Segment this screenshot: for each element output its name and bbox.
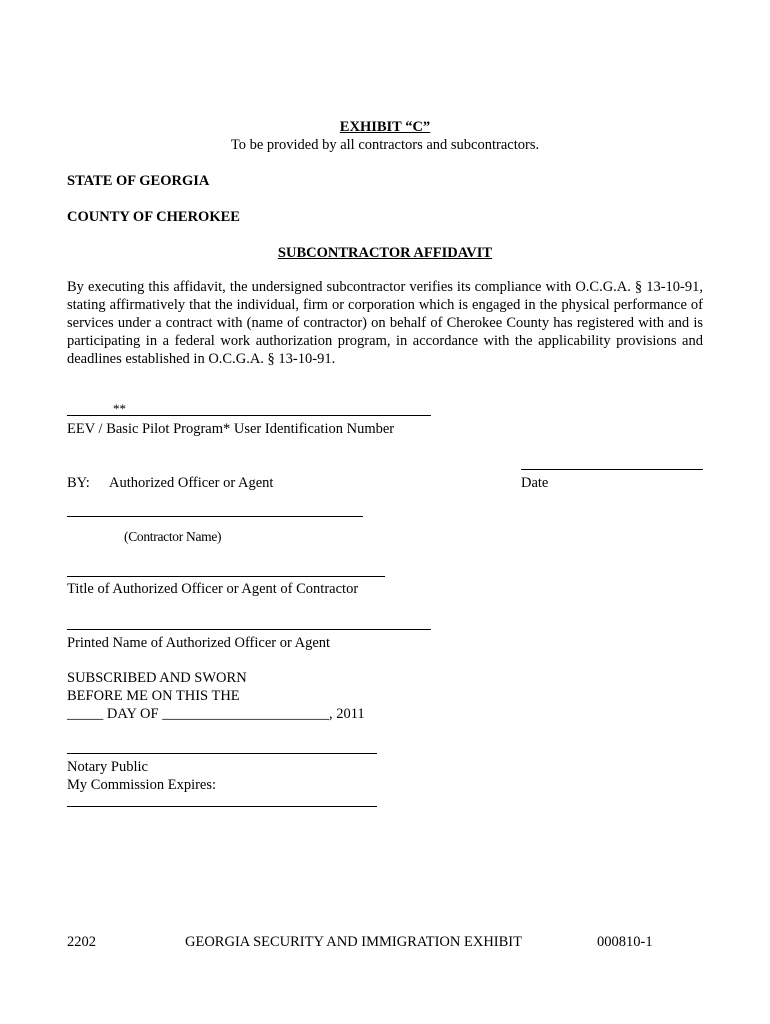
footer-left: 2202 — [67, 934, 96, 950]
notary-signature-line[interactable] — [67, 753, 377, 754]
footer-right: 000810-1 — [597, 934, 653, 950]
eev-marker: ** — [113, 401, 126, 416]
affidavit-body: By executing this affidavit, the undersigned subcontractor verifies its compliance with O.C.G.A. § 13-10-91, stating affirmatively that the individual, firm or corporation which is engaged in the physical performance of services under a contract with (name of contractor) on behalf of Cherokee County has registered with and is participating in a federal work authorization program, in accordance with the applicability provisions and deadlines established in O.C.G.A. § 13-10-91. — [67, 279, 703, 367]
subscribed-sworn-text: SUBSCRIBED AND SWORN — [67, 670, 247, 686]
state-heading: STATE OF GEORGIA — [67, 173, 210, 189]
officer-title-line[interactable] — [67, 576, 385, 577]
day-of-line[interactable] — [67, 705, 365, 723]
day-of-label: DAY OF — [106, 706, 159, 722]
year-text: 2011 — [336, 706, 365, 722]
contractor-name-line[interactable] — [67, 516, 363, 517]
affidavit-title: SUBCONTRACTOR AFFIDAVIT — [277, 245, 493, 261]
eev-label: EEV / Basic Pilot Program* User Identification Number — [67, 421, 395, 437]
by-label: BY: — [67, 475, 90, 491]
before-me-text: BEFORE ME ON THIS THE — [67, 688, 240, 704]
eev-number-line[interactable] — [67, 415, 431, 416]
footer-center: GEORGIA SECURITY AND IMMIGRATION EXHIBIT — [185, 934, 522, 950]
authorized-officer-label: Authorized Officer or Agent — [109, 475, 274, 491]
contractor-name-label: (Contractor Name) — [124, 529, 222, 544]
printed-name-line[interactable] — [67, 629, 431, 630]
day-blank[interactable]: _____ — [67, 706, 104, 722]
date-line[interactable] — [521, 469, 703, 470]
county-heading: COUNTY OF CHEROKEE — [67, 209, 240, 225]
printed-name-label: Printed Name of Authorized Officer or Agent — [67, 635, 331, 651]
date-label: Date — [521, 475, 549, 491]
exhibit-title: EXHIBIT “C” — [339, 119, 431, 135]
exhibit-subtitle: To be provided by all contractors and subcontractors. — [230, 137, 540, 153]
officer-title-label: Title of Authorized Officer or Agent of Contractor — [67, 581, 359, 597]
month-blank[interactable]: _______________________, — [162, 706, 333, 722]
commission-expires-label: My Commission Expires: — [67, 777, 217, 793]
commission-expires-line[interactable] — [67, 806, 377, 807]
notary-public-label: Notary Public — [67, 759, 148, 775]
